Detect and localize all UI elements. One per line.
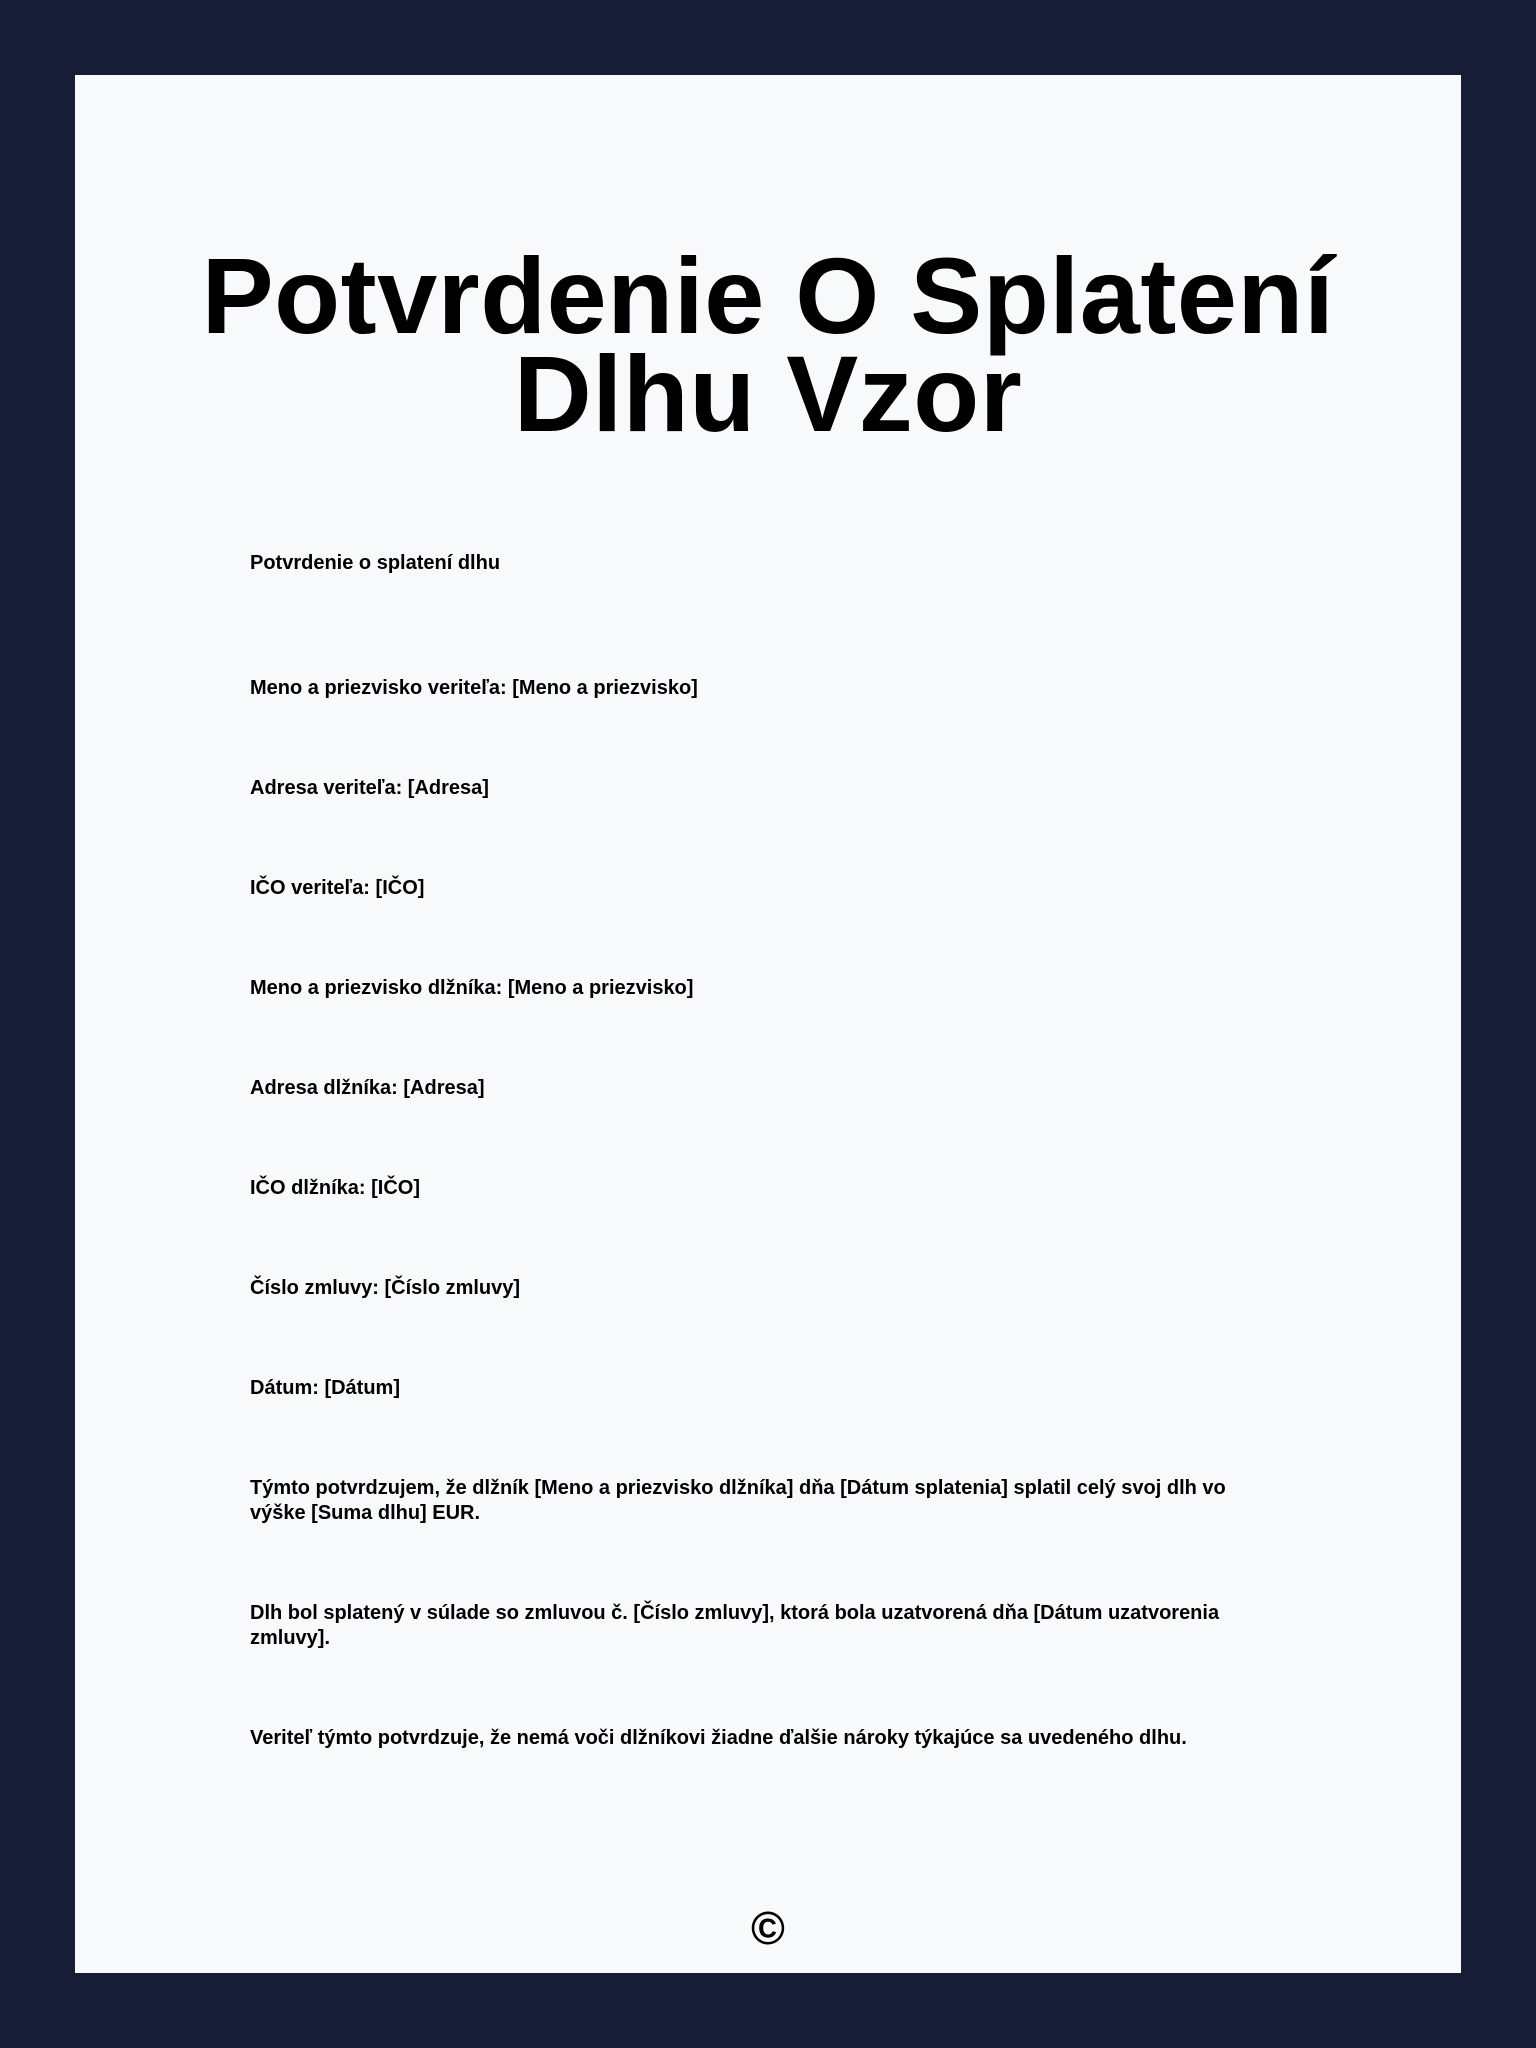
creditor-ico-field: IČO veriteľa: [IČO] xyxy=(250,877,425,899)
debtor-ico-field: IČO dlžníka: [IČO] xyxy=(250,1177,420,1199)
debtor-address-field: Adresa dlžníka: [Adresa] xyxy=(250,1077,485,1099)
date-field: Dátum: [Dátum] xyxy=(250,1377,400,1399)
no-claims-paragraph: Veriteľ týmto potvrdzuje, že nemá voči dlžníkovi žiadne ďalšie nároky týkajúce sa uvedeného dlhu. xyxy=(250,1727,1187,1749)
debtor-name-field: Meno a priezvisko dlžníka: [Meno a priezvisko] xyxy=(250,977,694,999)
document-title: Potvrdenie O Splatení Dlhu Vzor xyxy=(201,235,1335,454)
contract-number-field: Číslo zmluvy: [Číslo zmluvy] xyxy=(250,1277,521,1299)
creditor-address-field: Adresa veriteľa: [Adresa] xyxy=(250,777,489,799)
creditor-name-field: Meno a priezvisko veriteľa: [Meno a priezvisko] xyxy=(250,677,698,699)
copyright-symbol: © xyxy=(751,1902,785,1954)
document-page xyxy=(75,75,1461,1973)
confirmation-paragraph: Týmto potvrdzujem, že dlžník [Meno a priezvisko dlžníka] dňa [Dátum splatenia] splatil celý svoj dlh vo výške [Suma dlhu] EUR. xyxy=(250,1477,1226,1524)
contract-paragraph: Dlh bol splatený v súlade so zmluvou č. [Číslo zmluvy], ktorá bola uzatvorená dňa [Dátum uzatvorenia zmluvy]. xyxy=(250,1602,1220,1649)
document-heading: Potvrdenie o splatení dlhu xyxy=(250,552,501,574)
